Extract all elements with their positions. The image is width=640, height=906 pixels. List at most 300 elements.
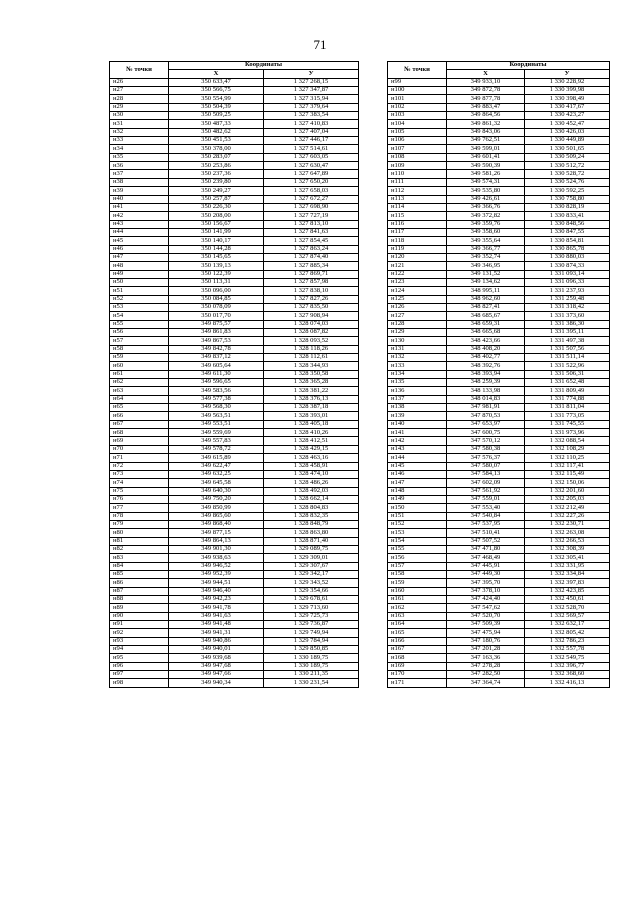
table-row (388, 454, 610, 462)
table-row (110, 679, 359, 687)
table-row (388, 429, 610, 437)
x-coordinate: 350 378,00 (169, 145, 264, 153)
y-coordinate: 1 331 652,48 (525, 379, 610, 387)
table-row (110, 228, 359, 236)
y-coordinate: 1 328 463,16 (264, 454, 359, 462)
y-coordinate: 1 332 396,77 (525, 662, 610, 670)
x-coordinate: 350 509,25 (169, 112, 264, 120)
x-coordinate: 349 553,51 (169, 420, 264, 428)
point-number: н164 (388, 621, 447, 629)
table-row (110, 379, 359, 387)
x-coordinate: 349 952,39 (169, 570, 264, 578)
y-coordinate: 1 330 758,80 (525, 195, 610, 203)
table-row (388, 287, 610, 295)
y-coordinate: 1 328 871,40 (264, 537, 359, 545)
point-number: н89 (110, 604, 169, 612)
table-row (110, 245, 359, 253)
point-number: н57 (110, 337, 169, 345)
point-number: н122 (388, 270, 447, 278)
table-row (110, 370, 359, 378)
point-number: н29 (110, 103, 169, 111)
x-coordinate: 347 445,91 (447, 562, 525, 570)
table-row (110, 162, 359, 170)
y-coordinate: 1 327 841,63 (264, 228, 359, 236)
table-row (110, 128, 359, 136)
x-coordinate: 349 750,20 (169, 495, 264, 503)
coordinates-table-left (109, 61, 359, 688)
y-coordinate: 1 329 354,66 (264, 587, 359, 595)
y-coordinate: 1 330 854,81 (525, 237, 610, 245)
point-number: н130 (388, 337, 447, 345)
point-number: н137 (388, 395, 447, 403)
y-coordinate: 1 330 231,54 (264, 679, 359, 687)
x-coordinate: 349 941,63 (169, 612, 264, 620)
table-row (388, 537, 610, 545)
point-number: н94 (110, 646, 169, 654)
point-number: н100 (388, 87, 447, 95)
x-coordinate: 349 583,56 (169, 387, 264, 395)
point-number: н120 (388, 253, 447, 261)
point-number: н90 (110, 612, 169, 620)
y-coordinate: 1 332 805,42 (525, 629, 610, 637)
x-coordinate: 350 144,28 (169, 245, 264, 253)
table-row (388, 604, 610, 612)
y-coordinate: 1 330 528,72 (525, 170, 610, 178)
table-row (388, 679, 610, 687)
point-number: н88 (110, 596, 169, 604)
y-coordinate: 1 327 869,71 (264, 270, 359, 278)
point-number: н131 (388, 345, 447, 353)
table-row (388, 646, 610, 654)
x-coordinate: 347 282,50 (447, 671, 525, 679)
point-number: н42 (110, 212, 169, 220)
y-coordinate: 1 327 854,45 (264, 237, 359, 245)
point-number: н79 (110, 520, 169, 528)
x-coordinate: 347 553,40 (447, 504, 525, 512)
x-coordinate: 350 078,09 (169, 303, 264, 311)
y-coordinate: 1 331 237,93 (525, 287, 610, 295)
table-row (110, 479, 359, 487)
x-coordinate: 349 134,62 (447, 278, 525, 286)
table-row (110, 504, 359, 512)
x-coordinate: 349 850,99 (169, 504, 264, 512)
table-row (388, 245, 610, 253)
point-number: н40 (110, 195, 169, 203)
point-number: н63 (110, 387, 169, 395)
table-row (110, 596, 359, 604)
x-coordinate: 347 509,39 (447, 621, 525, 629)
point-number: н160 (388, 587, 447, 595)
point-number: н34 (110, 145, 169, 153)
y-coordinate: 1 328 832,35 (264, 512, 359, 520)
table-row (388, 387, 610, 395)
point-number: н30 (110, 112, 169, 120)
point-number: н162 (388, 604, 447, 612)
point-number: н153 (388, 529, 447, 537)
y-coordinate: 1 327 268,15 (264, 78, 359, 86)
x-coordinate: 349 947,66 (169, 671, 264, 679)
point-number: н139 (388, 412, 447, 420)
x-coordinate: 347 580,07 (447, 462, 525, 470)
coordinates-header: Координаты (447, 62, 610, 70)
x-coordinate: 347 547,62 (447, 604, 525, 612)
x-coordinate: 350 017,70 (169, 312, 264, 320)
table-row (388, 145, 610, 153)
point-number: н49 (110, 270, 169, 278)
x-coordinate: 350 145,65 (169, 253, 264, 261)
y-coordinate: 1 330 189,75 (264, 662, 359, 670)
table-row (388, 112, 610, 120)
point-number: н44 (110, 228, 169, 236)
table-row (110, 187, 359, 195)
x-coordinate: 349 877,78 (447, 95, 525, 103)
table-row (110, 262, 359, 270)
y-coordinate: 1 331 811,04 (525, 404, 610, 412)
point-number: н43 (110, 220, 169, 228)
point-number: н149 (388, 495, 447, 503)
point-number: н45 (110, 237, 169, 245)
y-coordinate: 1 329 749,94 (264, 629, 359, 637)
x-coordinate: 349 842,78 (169, 345, 264, 353)
point-number: н156 (388, 554, 447, 562)
y-coordinate: 1 330 426,03 (525, 128, 610, 136)
x-coordinate: 349 867,53 (169, 337, 264, 345)
point-number: н39 (110, 187, 169, 195)
y-coordinate: 1 332 205,03 (525, 495, 610, 503)
x-coordinate: 349 372,82 (447, 212, 525, 220)
x-coordinate: 349 352,74 (447, 253, 525, 261)
table-row (110, 153, 359, 161)
x-coordinate: 349 535,80 (447, 187, 525, 195)
table-body-left (110, 78, 359, 687)
y-coordinate: 1 327 603,05 (264, 153, 359, 161)
table-row (388, 596, 610, 604)
x-coordinate: 349 581,26 (447, 170, 525, 178)
point-number: н143 (388, 445, 447, 453)
y-header: У (264, 70, 359, 78)
x-coordinate: 348 827,41 (447, 303, 525, 311)
y-coordinate: 1 330 417,67 (525, 103, 610, 111)
point-number: н27 (110, 87, 169, 95)
point-number: н116 (388, 220, 447, 228)
point-number: н119 (388, 245, 447, 253)
x-coordinate: 349 940,01 (169, 646, 264, 654)
x-coordinate: 349 615,89 (169, 454, 264, 462)
point-number: н126 (388, 303, 447, 311)
x-coordinate: 350 226,30 (169, 203, 264, 211)
point-number: н128 (388, 320, 447, 328)
y-coordinate: 1 329 343,52 (264, 579, 359, 587)
table-row (110, 570, 359, 578)
point-number: н148 (388, 487, 447, 495)
table-row (110, 621, 359, 629)
table-row (110, 487, 359, 495)
table-row (110, 629, 359, 637)
table-row (110, 579, 359, 587)
x-coordinate: 349 941,31 (169, 629, 264, 637)
table-row (110, 270, 359, 278)
x-coordinate: 350 633,47 (169, 78, 264, 86)
x-coordinate: 349 861,83 (169, 329, 264, 337)
point-number: н35 (110, 153, 169, 161)
point-number: н152 (388, 520, 447, 528)
y-coordinate: 1 328 410,26 (264, 429, 359, 437)
table-row (388, 395, 610, 403)
table-row (388, 228, 610, 236)
y-coordinate: 1 330 228,92 (525, 78, 610, 86)
y-coordinate: 1 328 093,52 (264, 337, 359, 345)
point-number: н78 (110, 512, 169, 520)
table-row (110, 303, 359, 311)
point-number: н111 (388, 178, 447, 186)
x-coordinate: 347 602,09 (447, 479, 525, 487)
point-number: н161 (388, 596, 447, 604)
x-coordinate: 347 395,70 (447, 579, 525, 587)
y-coordinate: 1 328 486,26 (264, 479, 359, 487)
table-row (388, 579, 610, 587)
x-coordinate: 349 865,60 (169, 512, 264, 520)
x-coordinate: 349 590,39 (447, 162, 525, 170)
x-coordinate: 347 580,38 (447, 445, 525, 453)
y-coordinate: 1 332 305,41 (525, 554, 610, 562)
table-row (110, 220, 359, 228)
x-coordinate: 348 402,77 (447, 354, 525, 362)
y-coordinate: 1 330 833,41 (525, 212, 610, 220)
point-number: н147 (388, 479, 447, 487)
table-row (388, 345, 610, 353)
point-number: н31 (110, 120, 169, 128)
table-row (388, 370, 610, 378)
y-coordinate: 1 330 847,55 (525, 228, 610, 236)
point-number: н83 (110, 554, 169, 562)
x-coordinate: 347 981,91 (447, 404, 525, 412)
y-coordinate: 1 332 557,78 (525, 646, 610, 654)
y-coordinate: 1 332 266,53 (525, 537, 610, 545)
table-row (388, 512, 610, 520)
point-number: н66 (110, 412, 169, 420)
table-row (388, 128, 610, 136)
x-coordinate: 350 554,99 (169, 95, 264, 103)
point-number: н113 (388, 195, 447, 203)
y-coordinate: 1 329 678,61 (264, 596, 359, 604)
point-number: н58 (110, 345, 169, 353)
y-coordinate: 1 331 506,31 (525, 370, 610, 378)
point-number: н125 (388, 295, 447, 303)
x-coordinate: 347 378,10 (447, 587, 525, 595)
point-number: н54 (110, 312, 169, 320)
y-coordinate: 1 330 848,56 (525, 220, 610, 228)
x-coordinate: 349 940,34 (169, 679, 264, 687)
x-coordinate: 349 901,30 (169, 545, 264, 553)
point-number: н106 (388, 137, 447, 145)
table-row (388, 170, 610, 178)
y-coordinate: 1 328 087,82 (264, 329, 359, 337)
y-coordinate: 1 331 093,14 (525, 270, 610, 278)
y-coordinate: 1 332 150,06 (525, 479, 610, 487)
point-number: н26 (110, 78, 169, 86)
x-coordinate: 348 014,83 (447, 395, 525, 403)
table-row (388, 412, 610, 420)
table-row (388, 253, 610, 261)
x-coordinate: 347 600,75 (447, 429, 525, 437)
point-number: н69 (110, 437, 169, 445)
x-coordinate: 348 393,94 (447, 370, 525, 378)
table-row (388, 420, 610, 428)
y-coordinate: 1 328 492,03 (264, 487, 359, 495)
y-coordinate: 1 330 524,76 (525, 178, 610, 186)
x-coordinate: 349 359,76 (447, 220, 525, 228)
x-coordinate: 349 864,56 (447, 112, 525, 120)
x-coordinate: 347 653,97 (447, 420, 525, 428)
x-coordinate: 349 645,58 (169, 479, 264, 487)
point-number: н109 (388, 162, 447, 170)
point-number: н166 (388, 637, 447, 645)
point-number: н159 (388, 579, 447, 587)
y-coordinate: 1 327 407,04 (264, 128, 359, 136)
y-coordinate: 1 332 786,23 (525, 637, 610, 645)
y-coordinate: 1 327 727,19 (264, 212, 359, 220)
table-row (388, 445, 610, 453)
y-coordinate: 1 328 387,18 (264, 404, 359, 412)
x-coordinate: 347 475,94 (447, 629, 525, 637)
x-coordinate: 347 540,84 (447, 512, 525, 520)
table-row (110, 554, 359, 562)
point-number: н92 (110, 629, 169, 637)
x-coordinate: 350 096,00 (169, 287, 264, 295)
x-coordinate: 349 622,47 (169, 462, 264, 470)
point-number: н65 (110, 404, 169, 412)
point-number: н170 (388, 671, 447, 679)
x-coordinate: 349 599,01 (447, 145, 525, 153)
point-number: н38 (110, 178, 169, 186)
point-number: н144 (388, 454, 447, 462)
point-number: н52 (110, 295, 169, 303)
point-number: н32 (110, 128, 169, 136)
table-row (110, 195, 359, 203)
x-coordinate: 349 762,51 (447, 137, 525, 145)
point-number: н77 (110, 504, 169, 512)
table-row (388, 621, 610, 629)
x-coordinate: 348 665,68 (447, 329, 525, 337)
x-coordinate: 347 471,80 (447, 545, 525, 553)
table-row (388, 337, 610, 345)
point-number: н64 (110, 395, 169, 403)
y-coordinate: 1 331 973,96 (525, 429, 610, 437)
point-number: н134 (388, 370, 447, 378)
y-coordinate: 1 328 804,83 (264, 504, 359, 512)
x-coordinate: 349 944,51 (169, 579, 264, 587)
x-coordinate: 349 611,30 (169, 370, 264, 378)
table-row (388, 562, 610, 570)
y-coordinate: 1 328 848,79 (264, 520, 359, 528)
x-coordinate: 347 468,49 (447, 554, 525, 562)
point-number: н167 (388, 646, 447, 654)
y-coordinate: 1 331 745,55 (525, 420, 610, 428)
point-number: н37 (110, 170, 169, 178)
x-coordinate: 348 423,66 (447, 337, 525, 345)
x-coordinate: 349 872,78 (447, 87, 525, 95)
point-number: н108 (388, 153, 447, 161)
x-coordinate: 347 561,92 (447, 487, 525, 495)
y-coordinate: 1 332 368,60 (525, 671, 610, 679)
y-coordinate: 1 327 827,26 (264, 295, 359, 303)
table-row (110, 395, 359, 403)
y-coordinate: 1 327 908,94 (264, 312, 359, 320)
table-row (110, 520, 359, 528)
table-row (388, 520, 610, 528)
point-number: н101 (388, 95, 447, 103)
x-coordinate: 349 868,40 (169, 520, 264, 528)
x-coordinate: 349 939,68 (169, 654, 264, 662)
y-coordinate: 1 329 713,60 (264, 604, 359, 612)
x-coordinate: 348 408,20 (447, 345, 525, 353)
y-coordinate: 1 330 211,35 (264, 671, 359, 679)
x-coordinate: 347 449,30 (447, 570, 525, 578)
table-row (110, 412, 359, 420)
point-number: н46 (110, 245, 169, 253)
table-row (110, 137, 359, 145)
y-coordinate: 1 329 307,67 (264, 562, 359, 570)
table-row (110, 312, 359, 320)
x-coordinate: 349 941,48 (169, 621, 264, 629)
y-coordinate: 1 328 376,13 (264, 395, 359, 403)
point-number: н72 (110, 462, 169, 470)
table-row (388, 203, 610, 211)
table-row (388, 103, 610, 111)
x-coordinate: 349 843,06 (447, 128, 525, 136)
table-row (110, 362, 359, 370)
y-coordinate: 1 331 497,38 (525, 337, 610, 345)
table-row (388, 554, 610, 562)
table-row (110, 354, 359, 362)
point-header: № точки (110, 62, 169, 79)
y-coordinate: 1 328 112,61 (264, 354, 359, 362)
point-number: н71 (110, 454, 169, 462)
x-coordinate: 348 133,98 (447, 387, 525, 395)
point-number: н117 (388, 228, 447, 236)
x-coordinate: 349 601,41 (447, 153, 525, 161)
table-row (110, 454, 359, 462)
y-coordinate: 1 328 474,10 (264, 470, 359, 478)
point-number: н81 (110, 537, 169, 545)
y-coordinate: 1 328 365,28 (264, 379, 359, 387)
x-coordinate: 350 482,62 (169, 128, 264, 136)
table-row (388, 662, 610, 670)
table-row (388, 95, 610, 103)
table-row (110, 545, 359, 553)
y-coordinate: 1 327 379,64 (264, 103, 359, 111)
y-coordinate: 1 327 446,17 (264, 137, 359, 145)
point-number: н53 (110, 303, 169, 311)
point-number: н154 (388, 537, 447, 545)
x-coordinate: 349 578,72 (169, 445, 264, 453)
y-coordinate: 1 328 429,15 (264, 445, 359, 453)
table-row (110, 529, 359, 537)
y-coordinate: 1 332 569,57 (525, 612, 610, 620)
y-coordinate: 1 329 850,85 (264, 646, 359, 654)
y-coordinate: 1 332 423,85 (525, 587, 610, 595)
y-coordinate: 1 328 662,14 (264, 495, 359, 503)
table-row (388, 479, 610, 487)
table-row (388, 612, 610, 620)
x-coordinate: 348 659,31 (447, 320, 525, 328)
point-number: н112 (388, 187, 447, 195)
y-coordinate: 1 330 423,27 (525, 112, 610, 120)
table-row (110, 295, 359, 303)
point-number: н169 (388, 662, 447, 670)
y-coordinate: 1 332 263,08 (525, 529, 610, 537)
point-number: н105 (388, 128, 447, 136)
